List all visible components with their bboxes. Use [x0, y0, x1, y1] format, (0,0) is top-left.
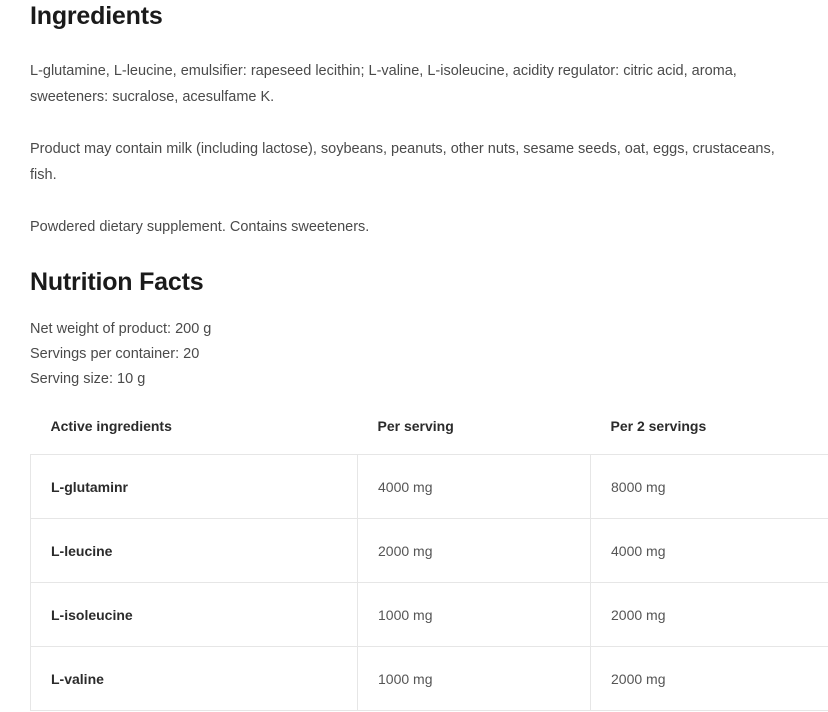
per-serving-value: 1000 mg	[358, 583, 591, 647]
per-2-servings-value: 2000 mg	[591, 647, 828, 711]
allergens-note-text: Product may contain milk (including lactose), soybeans, peanuts, other nuts, sesame seeds, oat, eggs, crustaceans, fish.	[30, 141, 775, 183]
per-2-servings-value: 8000 mg	[591, 455, 828, 519]
per-serving-value: 4000 mg	[358, 455, 591, 519]
serving-size-line: Serving size: 10 g	[30, 371, 146, 387]
ingredients-heading: Ingredients	[30, 2, 163, 30]
table-row	[31, 647, 828, 711]
column-header-per-serving: Per serving	[377, 418, 454, 434]
ingredient-name: L-leucine	[31, 519, 358, 583]
column-header-per-2-servings: Per 2 servings	[610, 418, 707, 434]
table-row	[31, 519, 828, 583]
nutrition-facts-summary	[30, 317, 798, 392]
supplement-note-text: Powdered dietary supplement. Contains sweeteners.	[30, 219, 370, 235]
per-2-servings-value: 2000 mg	[591, 583, 828, 647]
nutrition-facts-heading: Nutrition Facts	[30, 268, 204, 296]
net-weight-line: Net weight of product: 200 g	[30, 321, 212, 337]
per-2-servings-value: 4000 mg	[591, 519, 828, 583]
table-row	[31, 455, 828, 519]
nutrition-table	[30, 418, 828, 711]
per-serving-value: 2000 mg	[358, 519, 591, 583]
servings-per-container-line: Servings per container: 20	[30, 346, 200, 362]
table-row	[31, 583, 828, 647]
per-serving-value: 1000 mg	[358, 647, 591, 711]
ingredient-name: L-valine	[31, 647, 358, 711]
ingredients-list-text: L-glutamine, L-leucine, emulsifier: rapeseed lecithin; L-valine, L-isoleucine, acidity regulator: citric acid, aroma, sweeteners: sucralose, acesulfame K.	[30, 63, 737, 105]
ingredient-name: L-isoleucine	[31, 583, 358, 647]
ingredient-name: L-glutaminr	[31, 455, 358, 519]
column-header-active-ingredients: Active ingredients	[50, 418, 172, 434]
nutrition-table-header	[31, 418, 828, 455]
table-header-row	[31, 418, 828, 455]
nutrition-table-body	[31, 455, 828, 711]
